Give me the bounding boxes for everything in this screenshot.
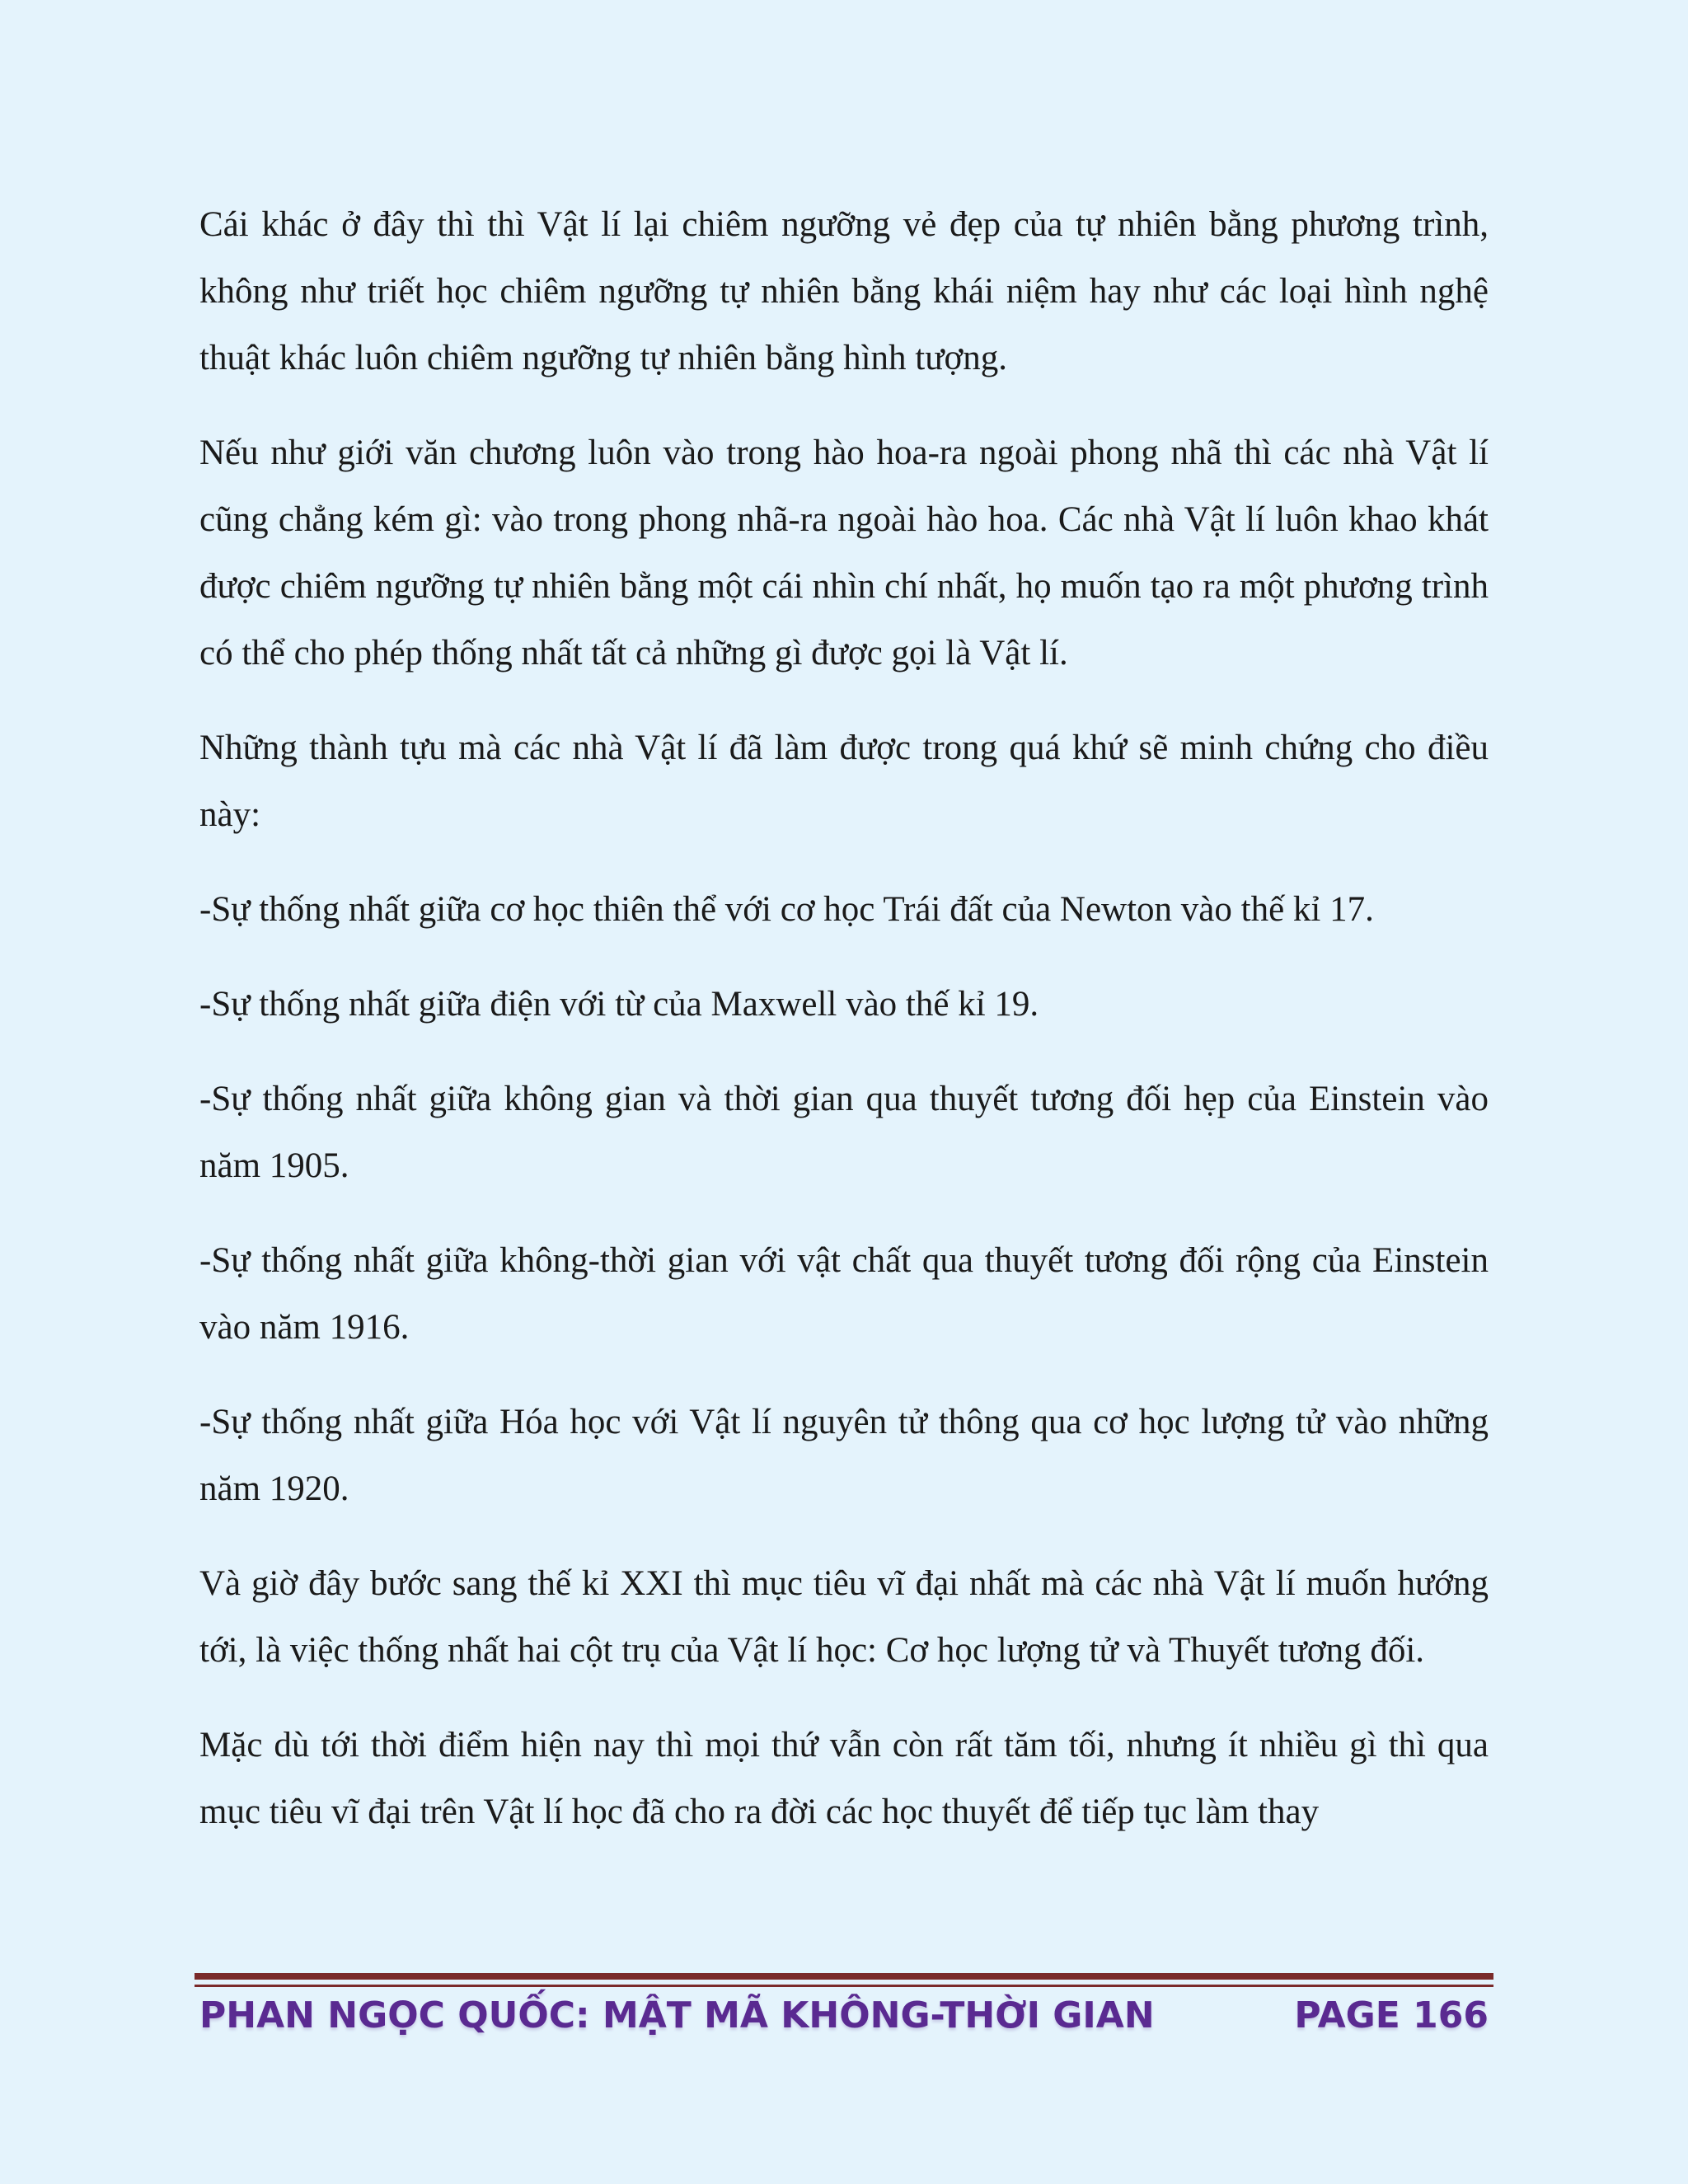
list-item-quantum-chemistry: -Sự thống nhất giữa Hóa học với Vật lí nguyên tử thông qua cơ học lượng tử vào những năm 1920. bbox=[199, 1403, 1489, 1508]
list-item-maxwell: -Sự thống nhất giữa điện với từ của Maxwell vào thế kỉ 19. bbox=[199, 985, 1039, 1024]
paragraph-5: Mặc dù tới thời điểm hiện nay thì mọi thứ vẫn còn rất tăm tối, nhưng ít nhiều gì thì qua mục tiêu vĩ đại trên Vật lí học đã cho ra đời các học thuyết để tiếp tục làm thay bbox=[199, 1726, 1489, 1831]
footer-page-number: PAGE 166 bbox=[1294, 1994, 1489, 2036]
list-item-special-relativity: -Sự thống nhất giữa không gian và thời gian qua thuyết tương đối hẹp của Einstein vào năm 1905. bbox=[199, 1080, 1489, 1185]
document-body bbox=[199, 191, 1489, 1873]
paragraph-3: Những thành tựu mà các nhà Vật lí đã làm được trong quá khứ sẽ minh chứng cho điều này: bbox=[199, 729, 1489, 834]
list-item-general-relativity: -Sự thống nhất giữa không-thời gian với vật chất qua thuyết tương đối rộng của Einstein vào năm 1916. bbox=[199, 1241, 1489, 1347]
page-footer bbox=[199, 1986, 1489, 2044]
list-item-newton: -Sự thống nhất giữa cơ học thiên thể với cơ học Trái đất của Newton vào thế kỉ 17. bbox=[199, 890, 1374, 929]
footer-divider-thick bbox=[195, 1973, 1493, 1980]
paragraph-2: Nếu như giới văn chương luôn vào trong hào hoa-ra ngoài phong nhã thì các nhà Vật lí cũng chẳng kém gì: vào trong phong nhã-ra ngoài hào hoa. Các nhà Vật lí luôn khao khát được chiêm ngưỡng tự nhiên bằng một cái nhìn chí nhất, họ muốn tạo ra một phương trình có thể cho phép thống nhất tất cả những gì được gọi là Vật lí. bbox=[199, 434, 1489, 673]
paragraph-1: Cái khác ở đây thì thì Vật lí lại chiêm ngưỡng vẻ đẹp của tự nhiên bằng phương trình, không như triết học chiêm ngưỡng tự nhiên bằng khái niệm hay như các loại hình nghệ thuật khác luôn chiêm ngưỡng tự nhiên bằng hình tượng. bbox=[199, 205, 1489, 377]
footer-book-title: PHAN NGỌC QUỐC: MẬT MÃ KHÔNG-THỜI GIAN bbox=[199, 1994, 1155, 2036]
paragraph-4: Và giờ đây bước sang thế kỉ XXI thì mục tiêu vĩ đại nhất mà các nhà Vật lí muốn hướng tới, là việc thống nhất hai cột trụ của Vật lí học: Cơ học lượng tử và Thuyết tương đối. bbox=[199, 1564, 1489, 1670]
